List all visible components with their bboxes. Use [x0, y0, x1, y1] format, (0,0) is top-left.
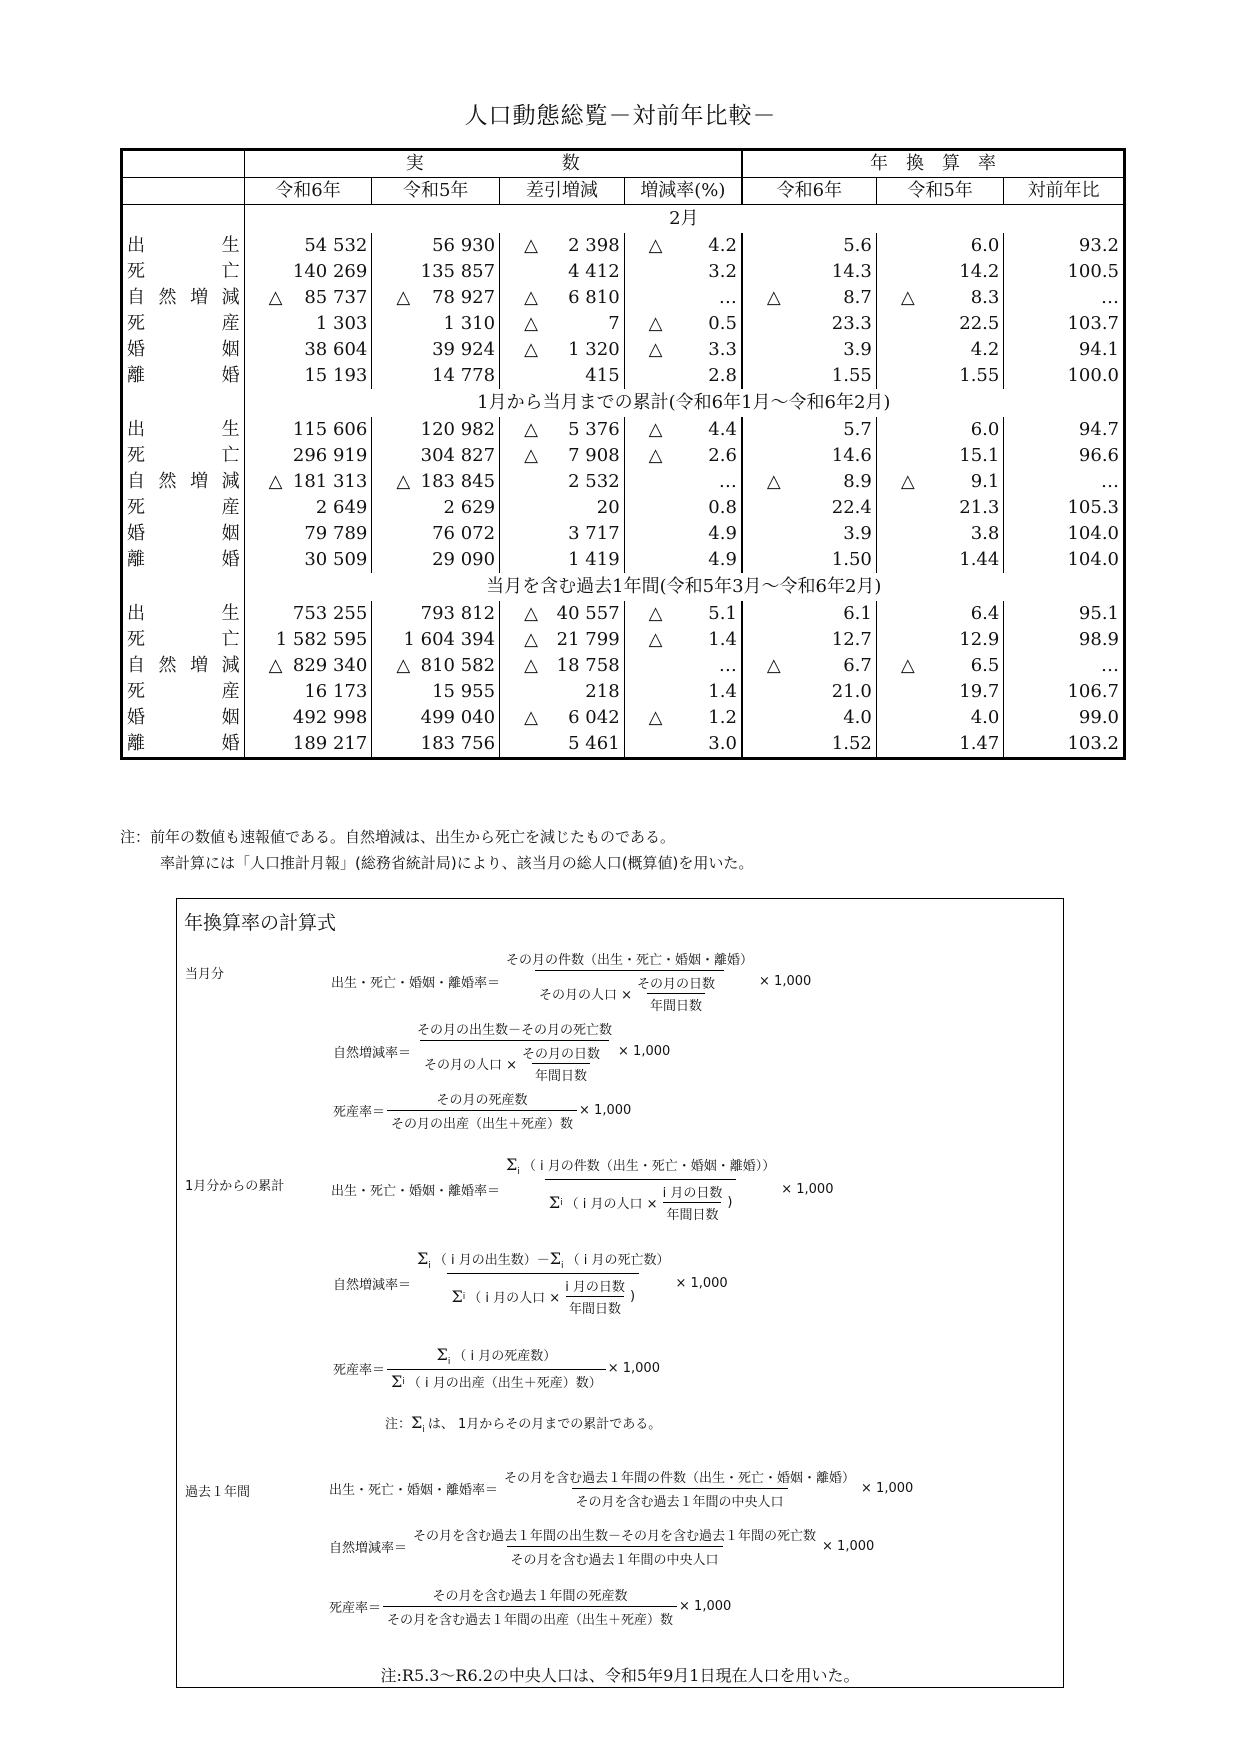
cell-pct: 4.9	[624, 547, 742, 573]
column-header: 対前年比	[1004, 178, 1125, 205]
table-row	[122, 469, 1125, 495]
table-row	[122, 285, 1125, 311]
cell-r5: △ 810 582	[372, 653, 500, 679]
section-heading: 当月を含む過去1年間(令和5年3月～令和6年2月)	[486, 576, 882, 597]
negative-mark: △	[268, 655, 283, 676]
cell-r6: △ 829 340	[244, 653, 372, 679]
negative-mark: △	[766, 287, 781, 308]
cell-r6: 54 532	[244, 233, 372, 259]
negative-mark: △	[524, 445, 538, 466]
cell-r5: △ 78 927	[372, 285, 500, 311]
cell-r6: 15 193	[244, 363, 372, 389]
cell-ratio: …	[1101, 287, 1119, 308]
table-row	[122, 259, 1125, 285]
cell-diff: 415	[500, 363, 625, 389]
cell-rate6: 6.1	[742, 601, 876, 627]
table-row	[122, 627, 1125, 653]
cell-r6: 115 606	[244, 417, 372, 443]
cell-ratio: 98.9	[1078, 629, 1119, 650]
negative-mark: △	[648, 707, 663, 728]
row-label: 死 産	[122, 311, 245, 337]
cell-pct: …	[624, 285, 742, 311]
column-header: 差引増減	[500, 178, 625, 205]
row-label: 婚 姻	[122, 337, 245, 363]
cell-ratio: 105.3	[1067, 497, 1119, 518]
cell-r5: 304 827	[372, 443, 500, 469]
cell-rate6: 1.55	[742, 363, 876, 389]
cell-r6: 296 919	[244, 443, 372, 469]
cell-rate5: △ 6.5	[876, 653, 1003, 679]
row-label: 婚 姻	[122, 521, 245, 547]
cell-rate5: 1.44	[876, 547, 1003, 573]
cell-ratio: 104.0	[1067, 523, 1119, 544]
row-label: 死 亡	[122, 627, 245, 653]
cell-diff: △ 7 908	[500, 443, 625, 469]
cell-diff: 4 412	[500, 259, 625, 285]
cell-rate5: 14.2	[876, 259, 1003, 285]
cell-ratio: 94.7	[1078, 419, 1119, 440]
negative-mark: △	[648, 445, 663, 466]
cell-rate6: 4.0	[742, 705, 876, 731]
cell-r5: 793 812	[372, 601, 500, 627]
cell-diff: 2 532	[500, 469, 625, 495]
column-header: 令和6年	[244, 178, 372, 205]
column-header: 令和5年	[372, 178, 500, 205]
page-title: 人口動態総覧－対前年比較－	[464, 103, 777, 129]
cell-r5: 1 310	[372, 311, 500, 337]
cell-r6: 140 269	[244, 259, 372, 285]
row-label: 死 産	[122, 679, 245, 705]
cell-pct: △ 4.2	[624, 233, 742, 259]
table-row	[122, 311, 1125, 337]
cell-diff: △ 2 398	[500, 233, 625, 259]
cell-pct: …	[624, 653, 742, 679]
cell-rate6: 22.4	[742, 495, 876, 521]
cell-rate5: 6.0	[876, 417, 1003, 443]
section-cumulative-label: 1月分からの累計	[185, 1179, 285, 1194]
negative-mark: △	[524, 655, 538, 676]
formula-cumulative-stillbirth: 死産率＝ $\Sigma_i$ （ i 月の死産数） Σ i （ i 月の出産（出生＋死産）数） × 1,000	[333, 1345, 660, 1391]
cell-rate5: 6.4	[876, 601, 1003, 627]
row-label: 死 産	[122, 495, 245, 521]
cell-rate5: 4.2	[876, 337, 1003, 363]
section-monthly-label: 当月分	[185, 967, 225, 982]
negative-mark: △	[648, 313, 663, 334]
row-label: 自 然 増 減	[122, 285, 245, 311]
negative-mark: △	[524, 287, 538, 308]
cell-ratio: 104.0	[1067, 549, 1119, 570]
cell-diff: △ 6 042	[500, 705, 625, 731]
formula-yearly-stillbirth: 死産率＝ $\frac{\text{その月を含む過去１年間の死産数}}{\text{その月を含む過去１年間の出産（出生＋死産）数}}$ × 1,000	[329, 1589, 732, 1628]
cell-rate6: 23.3	[742, 311, 876, 337]
cell-pct: △ 2.6	[624, 443, 742, 469]
cell-r5: △ 183 845	[372, 469, 500, 495]
formula-cumulative-natural: 自然増減率＝ $\Sigma_i$ （ i 月の出生数）$-\Sigma_i$ （ i 月の死亡数） Σ i （ i 月の人口 × i 月の日数 年間日数 ) × 1,000	[333, 1249, 728, 1317]
row-label: 出 生	[122, 417, 245, 443]
group-rate: 年 換 算 率	[742, 150, 1125, 178]
cell-pct: …	[624, 469, 742, 495]
cell-ratio: …	[1101, 471, 1119, 492]
cell-rate6: △ 6.7	[742, 653, 876, 679]
row-label: 自 然 増 減	[122, 653, 245, 679]
cell-r6: 492 998	[244, 705, 372, 731]
cell-ratio: 95.1	[1078, 603, 1119, 624]
negative-mark: △	[396, 287, 411, 308]
table-row	[122, 731, 1125, 759]
cell-rate5: 1.47	[876, 731, 1003, 759]
cell-ratio: 94.1	[1078, 339, 1119, 360]
cell-diff: 1 419	[500, 547, 625, 573]
column-header: 増減率(%)	[624, 178, 742, 205]
cell-ratio: …	[1101, 655, 1119, 676]
table-row	[122, 521, 1125, 547]
row-label: 離 婚	[122, 731, 245, 759]
cell-ratio: 93.2	[1078, 235, 1119, 256]
cell-r5: 183 756	[372, 731, 500, 759]
cell-r6: 79 789	[244, 521, 372, 547]
group-actual: 実 数	[244, 150, 742, 178]
row-label: 死 亡	[122, 443, 245, 469]
negative-mark: △	[524, 339, 538, 360]
cell-rate6: 12.7	[742, 627, 876, 653]
formula-monthly-natural: 自然増減率＝ その月の出生数－その月の死亡数 その月の人口 × その月の日数 年間日数 × 1,000	[333, 1023, 671, 1084]
cell-rate6: 5.7	[742, 417, 876, 443]
cell-r6: 16 173	[244, 679, 372, 705]
cell-pct: △ 5.1	[624, 601, 742, 627]
cell-ratio: 96.6	[1078, 445, 1119, 466]
cell-ratio: 106.7	[1067, 681, 1119, 702]
column-header: 令和5年	[876, 178, 1003, 205]
negative-mark: △	[900, 655, 915, 676]
cell-rate5: 4.0	[876, 705, 1003, 731]
cell-rate6: 3.9	[742, 521, 876, 547]
cell-r6: 753 255	[244, 601, 372, 627]
table-row	[122, 363, 1125, 389]
row-label: 出 生	[122, 601, 245, 627]
cell-ratio: 103.7	[1067, 313, 1119, 334]
negative-mark: △	[268, 471, 283, 492]
cell-r5: 15 955	[372, 679, 500, 705]
formula-monthly-rate: 出生・死亡・婚姻・離婚率＝ その月の件数（出生・死亡・婚姻・離婚） その月の人口 × その月の日数 年間日数 × 1,000	[331, 953, 812, 1014]
cell-diff: 3 717	[500, 521, 625, 547]
cell-r6: 30 509	[244, 547, 372, 573]
table-row	[122, 601, 1125, 627]
negative-mark: △	[766, 655, 781, 676]
cell-ratio: 100.5	[1067, 261, 1119, 282]
row-label: 離 婚	[122, 547, 245, 573]
cell-pct: △ 1.2	[624, 705, 742, 731]
negative-mark: △	[648, 339, 663, 360]
formula-cumulative-rate: 出生・死亡・婚姻・離婚率＝ $\Sigma_i$ （ i 月の件数（出生・死亡・婚姻・離婚）） Σ i （ i 月の人口 × i 月の日数 年間日数 ) × 1,000	[331, 1155, 834, 1223]
cell-diff: △ 40 557	[500, 601, 625, 627]
section-heading: 1月から当月までの累計(令和6年1月～令和6年2月)	[477, 392, 891, 413]
negative-mark: △	[268, 287, 283, 308]
cell-rate5: △ 8.3	[876, 285, 1003, 311]
formula-yearly-natural: 自然増減率＝ $\frac{\text{その月を含む過去１年間の出生数－その月を含む過去１年間の死亡数}}{\text{その月を含む過去１年間の中央人口}}$ × 1,000	[329, 1529, 875, 1568]
cell-ratio: 103.2	[1067, 733, 1119, 754]
row-label: 自 然 増 減	[122, 469, 245, 495]
cell-rate5: 21.3	[876, 495, 1003, 521]
column-header: 令和6年	[742, 178, 876, 205]
cell-rate5: 6.0	[876, 233, 1003, 259]
cell-rate6: △ 8.9	[742, 469, 876, 495]
table-row	[122, 417, 1125, 443]
cell-r6: 1 582 595	[244, 627, 372, 653]
cell-rate5: 12.9	[876, 627, 1003, 653]
cell-r5: 76 072	[372, 521, 500, 547]
cell-r5: 120 982	[372, 417, 500, 443]
negative-mark: △	[648, 235, 663, 256]
cell-pct: 4.9	[624, 521, 742, 547]
cell-r5: 39 924	[372, 337, 500, 363]
cell-rate5: △ 9.1	[876, 469, 1003, 495]
cell-r5: 56 930	[372, 233, 500, 259]
note-line-1: 注：前年の数値も速報値である。自然増減は、出生から死亡を減じたものである。	[120, 828, 676, 846]
cell-diff: △ 1 320	[500, 337, 625, 363]
cell-rate6: 1.52	[742, 731, 876, 759]
negative-mark: △	[648, 419, 663, 440]
cell-r5: 29 090	[372, 547, 500, 573]
row-label: 離 婚	[122, 363, 245, 389]
cell-r5: 1 604 394	[372, 627, 500, 653]
cell-rate5: 19.7	[876, 679, 1003, 705]
cell-rate5: 22.5	[876, 311, 1003, 337]
section-yearly-label: 過去１年間	[185, 1485, 251, 1500]
cell-ratio: 99.0	[1078, 707, 1119, 728]
negative-mark: △	[524, 603, 538, 624]
table-row	[122, 337, 1125, 363]
negative-mark: △	[524, 235, 538, 256]
cell-diff: 5 461	[500, 731, 625, 759]
cell-rate6: 21.0	[742, 679, 876, 705]
cell-diff: △ 7	[500, 311, 625, 337]
cell-diff: 20	[500, 495, 625, 521]
cell-diff: △ 18 758	[500, 653, 625, 679]
formula-title: 年換算率の計算式	[184, 912, 337, 934]
cell-pct: 3.2	[624, 259, 742, 285]
cell-rate6: 5.6	[742, 233, 876, 259]
negative-mark: △	[766, 471, 781, 492]
row-label: 死 亡	[122, 259, 245, 285]
cell-r6: △ 85 737	[244, 285, 372, 311]
negative-mark: △	[900, 471, 915, 492]
negative-mark: △	[524, 629, 538, 650]
cell-r6: 38 604	[244, 337, 372, 363]
table-row	[122, 495, 1125, 521]
cell-pct: 1.4	[624, 679, 742, 705]
cell-r6: 189 217	[244, 731, 372, 759]
cell-diff: △ 21 799	[500, 627, 625, 653]
cell-rate5: 3.8	[876, 521, 1003, 547]
table-row	[122, 679, 1125, 705]
table-row	[122, 547, 1125, 573]
cell-r5: 2 629	[372, 495, 500, 521]
cell-pct: △ 3.3	[624, 337, 742, 363]
cell-diff: △ 6 810	[500, 285, 625, 311]
cell-r6: 1 303	[244, 311, 372, 337]
cell-rate6: 3.9	[742, 337, 876, 363]
table-row	[122, 653, 1125, 679]
negative-mark: △	[524, 419, 538, 440]
cell-r6: 2 649	[244, 495, 372, 521]
cell-rate5: 15.1	[876, 443, 1003, 469]
negative-mark: △	[900, 287, 915, 308]
cell-rate5: 1.55	[876, 363, 1003, 389]
cell-rate6: △ 8.7	[742, 285, 876, 311]
cell-diff: 218	[500, 679, 625, 705]
cell-r5: 14 778	[372, 363, 500, 389]
formula-yearly-rate: 出生・死亡・婚姻・離婚率＝ $\frac{\text{その月を含む過去１年間の件数（出生・死亡・婚姻・離婚）}}{\text{その月を含む過去１年間の中央人口}}$ × 1,000	[329, 1471, 914, 1510]
formula-cumulative-note: 注：$\Sigma_i$ は、 1月からその月までの累計である。	[385, 1413, 662, 1435]
section-heading: 2月	[669, 208, 699, 229]
cell-rate6: 14.6	[742, 443, 876, 469]
cell-diff: △ 5 376	[500, 417, 625, 443]
table-row	[122, 233, 1125, 259]
negative-mark: △	[648, 629, 663, 650]
cell-r5: 499 040	[372, 705, 500, 731]
cell-r5: 135 857	[372, 259, 500, 285]
negative-mark: △	[524, 313, 538, 334]
cell-pct: 2.8	[624, 363, 742, 389]
note-line-2: 率計算には「人口推計月報」(総務省統計局)により、該当月の総人口(概算値)を用いた。	[160, 854, 754, 872]
table-row	[122, 705, 1125, 731]
cell-rate6: 14.3	[742, 259, 876, 285]
cell-pct: 0.8	[624, 495, 742, 521]
row-label: 婚 姻	[122, 705, 245, 731]
cell-rate6: 1.50	[742, 547, 876, 573]
cell-pct: 3.0	[624, 731, 742, 759]
formula-monthly-stillbirth: 死産率＝ $\frac{\text{その月の死産数}}{\text{その月の出産（出生＋死産）数}}$ × 1,000	[333, 1093, 632, 1132]
formula-bottom-note: 注:R5.3～R6.2の中央人口は、令和5年9月1日現在人口を用いた。	[380, 1666, 860, 1685]
cell-pct: △ 1.4	[624, 627, 742, 653]
negative-mark: △	[396, 471, 411, 492]
table-row	[122, 443, 1125, 469]
cell-r6: △ 181 313	[244, 469, 372, 495]
cell-pct: △ 4.4	[624, 417, 742, 443]
negative-mark: △	[648, 603, 663, 624]
negative-mark: △	[524, 707, 538, 728]
comparison-table	[120, 148, 1126, 760]
formula-box	[176, 898, 1064, 1688]
cell-pct: △ 0.5	[624, 311, 742, 337]
cell-ratio: 100.0	[1067, 365, 1119, 386]
negative-mark: △	[396, 655, 411, 676]
row-label: 出 生	[122, 233, 245, 259]
